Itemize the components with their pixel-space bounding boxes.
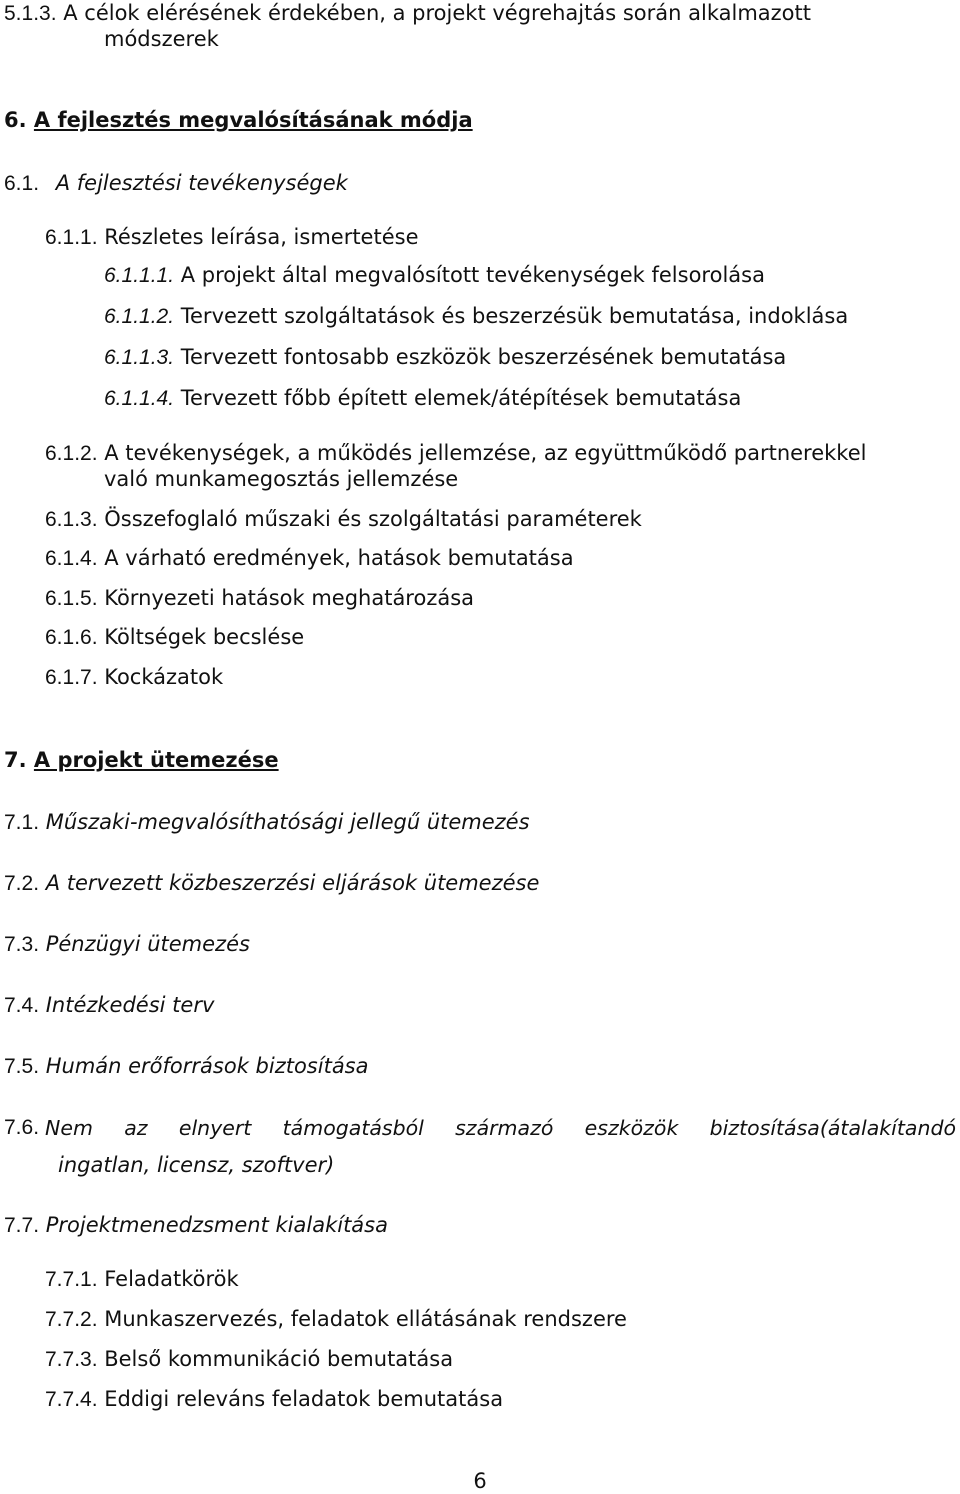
item-number: 7.7.3. bbox=[45, 1348, 98, 1371]
page-number: 6 bbox=[473, 1469, 487, 1493]
list-item bbox=[45, 585, 474, 612]
list-item bbox=[104, 303, 848, 330]
heading-number: 5.1.3. bbox=[4, 2, 57, 25]
item-number: 7.7.1. bbox=[45, 1268, 98, 1291]
heading-number: 6.1.2. bbox=[45, 442, 98, 465]
item-number: 6.1.6. bbox=[45, 626, 98, 649]
heading-number: 6.1.1. bbox=[45, 226, 98, 249]
heading-number: 6.1. bbox=[4, 172, 40, 195]
list-item bbox=[104, 262, 765, 289]
heading-7-6 bbox=[4, 1115, 956, 1141]
heading-6-1-2 bbox=[45, 440, 866, 467]
item-number: 7.7.4. bbox=[45, 1388, 98, 1411]
item-number: 7.5. bbox=[4, 1055, 40, 1078]
item-text: Tervezett szolgáltatások és beszerzésük bemutatása, indoklása bbox=[180, 304, 849, 328]
heading-text: A tevékenységek, a működés jellemzése, az együttműködő partnerekkel bbox=[104, 441, 867, 465]
item-text: Belső kommunikáció bemutatása bbox=[104, 1347, 454, 1371]
item-text: Pénzügyi ütemezés bbox=[45, 932, 250, 956]
heading-7-7 bbox=[4, 1212, 388, 1239]
item-text: Összefoglaló műszaki és szolgáltatási paraméterek bbox=[104, 507, 642, 531]
heading-text: A célok elérésének érdekében, a projekt végrehajtás során alkalmazott bbox=[63, 1, 811, 25]
item-text: Eddigi releváns feladatok bemutatása bbox=[104, 1387, 504, 1411]
item-text: A projekt által megvalósított tevékenységek felsorolása bbox=[180, 263, 765, 287]
item-text: A várható eredmények, hatások bemutatása bbox=[104, 546, 574, 570]
heading-number: 7. bbox=[4, 748, 27, 772]
item-number: 6.1.1.3. bbox=[104, 346, 175, 369]
item-text: Tervezett főbb épített elemek/átépítések bemutatása bbox=[180, 386, 742, 410]
heading-number: 7.6. bbox=[4, 1116, 40, 1139]
heading-text: Nem az elnyert támogatásból származó eszközök biztosítása(átalakítandó bbox=[45, 1116, 956, 1140]
item-number: 6.1.7. bbox=[45, 666, 98, 689]
heading-6-1-2-continuation: való munkamegosztás jellemzése bbox=[104, 467, 459, 491]
heading-text: A projekt ütemezése bbox=[33, 748, 279, 772]
heading-number: 7.7. bbox=[4, 1214, 40, 1237]
item-number: 7.1. bbox=[4, 811, 40, 834]
list-item bbox=[104, 344, 786, 371]
item-number: 6.1.4. bbox=[45, 547, 98, 570]
list-item bbox=[45, 624, 304, 651]
list-item bbox=[45, 545, 574, 572]
list-item bbox=[104, 385, 741, 412]
item-number: 6.1.3. bbox=[45, 508, 98, 531]
item-number: 7.2. bbox=[4, 872, 40, 895]
heading-text: Részletes leírása, ismertetése bbox=[104, 225, 419, 249]
list-item bbox=[45, 1306, 627, 1333]
heading-6-1 bbox=[4, 170, 348, 197]
item-number: 6.1.1.1. bbox=[104, 264, 175, 287]
list-item bbox=[4, 931, 250, 958]
item-text: Környezeti hatások meghatározása bbox=[104, 586, 475, 610]
heading-5-1-3-continuation: módszerek bbox=[104, 27, 219, 51]
item-text: Kockázatok bbox=[104, 665, 224, 689]
heading-5-1-3 bbox=[4, 0, 811, 27]
list-item bbox=[45, 664, 223, 691]
item-text: Tervezett fontosabb eszközök beszerzésének bemutatása bbox=[180, 345, 787, 369]
list-item bbox=[4, 992, 214, 1019]
item-number: 7.7.2. bbox=[45, 1308, 98, 1331]
heading-number: 6. bbox=[4, 108, 27, 132]
list-item bbox=[45, 1386, 503, 1413]
heading-7 bbox=[4, 747, 279, 773]
heading-text: A fejlesztési tevékenységek bbox=[55, 171, 348, 195]
item-text: Humán erőforrások biztosítása bbox=[45, 1054, 369, 1078]
list-item bbox=[45, 1266, 239, 1293]
heading-text: Projektmenedzsment kialakítása bbox=[45, 1213, 388, 1237]
item-text: Munkaszervezés, feladatok ellátásának rendszere bbox=[104, 1307, 627, 1331]
list-item bbox=[45, 1346, 453, 1373]
item-number: 6.1.1.4. bbox=[104, 387, 175, 410]
item-text: A tervezett közbeszerzési eljárások ütemezése bbox=[45, 871, 540, 895]
item-number: 7.3. bbox=[4, 933, 40, 956]
item-number: 6.1.1.2. bbox=[104, 305, 175, 328]
heading-7-6-continuation: ingatlan, licensz, szoftver) bbox=[58, 1153, 335, 1177]
list-item bbox=[45, 506, 642, 533]
list-item bbox=[4, 1053, 369, 1080]
heading-6-1-1 bbox=[45, 224, 419, 251]
item-text: Költségek becslése bbox=[104, 625, 305, 649]
item-number: 7.4. bbox=[4, 994, 40, 1017]
list-item bbox=[4, 870, 539, 897]
heading-6 bbox=[4, 107, 473, 133]
item-text: Intézkedési terv bbox=[45, 993, 215, 1017]
heading-text: A fejlesztés megvalósításának módja bbox=[33, 108, 473, 132]
item-text: Feladatkörök bbox=[104, 1267, 239, 1291]
list-item bbox=[4, 809, 530, 836]
item-number: 6.1.5. bbox=[45, 587, 98, 610]
item-text: Műszaki-megvalósíthatósági jellegű ütemezés bbox=[45, 810, 530, 834]
